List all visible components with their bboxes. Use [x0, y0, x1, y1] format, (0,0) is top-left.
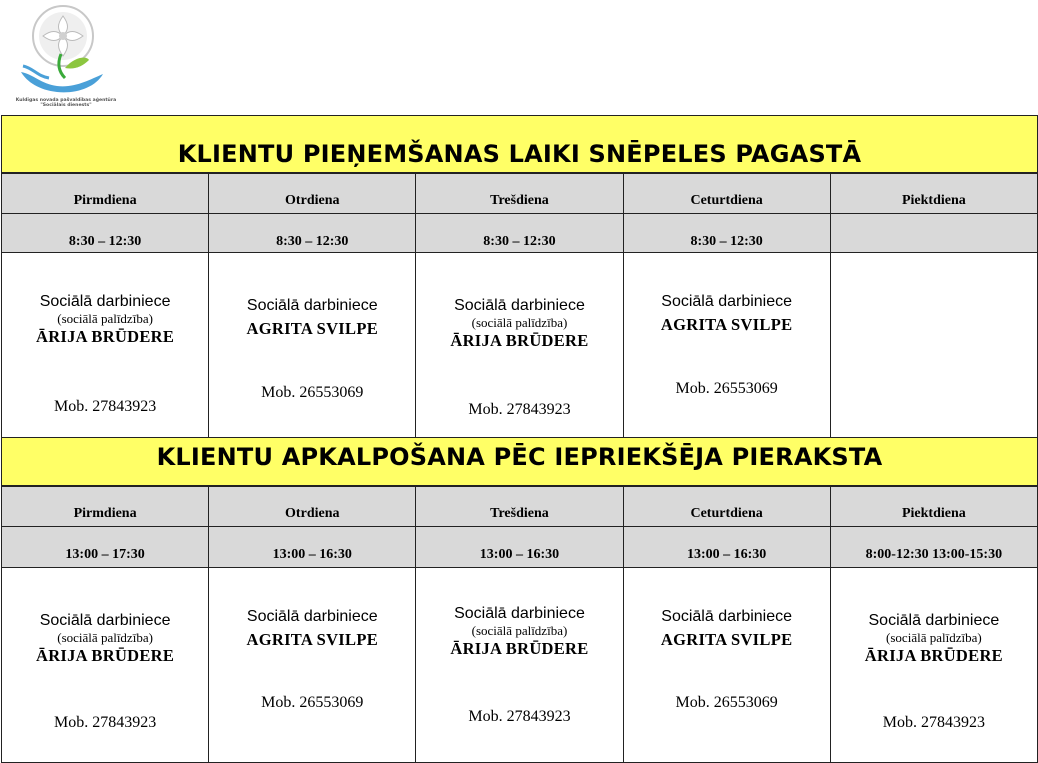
staff-phone: Mob. 27843923 — [53, 398, 157, 415]
time-cell — [2, 214, 209, 253]
time-label: 13:00 – 16:30 — [272, 547, 352, 562]
staff-role: Sociālā darbiniece — [454, 605, 585, 622]
day-header — [209, 487, 416, 527]
day-label: Piektdiena — [901, 506, 966, 521]
day-header — [623, 487, 830, 527]
staff-cell — [2, 253, 209, 438]
staff-name: ĀRIJA BRŪDERE — [450, 331, 589, 350]
staff-cell — [830, 568, 1037, 763]
time-cell — [830, 214, 1037, 253]
staff-subrole: (sociālā palīdzība) — [886, 630, 982, 645]
staff-cell — [623, 253, 830, 438]
staff-phone: Mob. 26553069 — [675, 694, 778, 711]
time-cell — [623, 527, 830, 568]
staff-cell — [623, 568, 830, 763]
time-cell — [209, 214, 416, 253]
day-header — [416, 174, 623, 214]
time-cell — [623, 214, 830, 253]
section2-staff-row — [2, 568, 1038, 763]
time-label: 8:30 – 12:30 — [690, 234, 763, 249]
logo-line-1: Kuldīgas novada pašvaldības aģentūra — [15, 98, 117, 103]
staff-phone: Mob. 27843923 — [468, 708, 571, 725]
section1-staff-row — [2, 253, 1038, 438]
day-label: Trešdiena — [490, 506, 549, 521]
section1-table — [1, 173, 1038, 438]
time-label: 13:00 – 16:30 — [686, 547, 767, 562]
staff-name: ĀRIJA BRŪDERE — [35, 327, 175, 346]
section2-time-row — [2, 527, 1038, 568]
flower-hands-logo-icon — [17, 4, 115, 96]
time-label — [831, 214, 1037, 234]
day-label: Ceturtdiena — [690, 506, 763, 521]
staff-phone: Mob. 26553069 — [261, 384, 364, 401]
staff-role: Sociālā darbiniece — [661, 608, 793, 625]
staff-phone: Mob. 26553069 — [675, 380, 778, 397]
staff-name: ĀRIJA BRŪDERE — [35, 646, 175, 665]
staff-role: Sociālā darbiniece — [246, 608, 378, 625]
time-label: 8:00-12:30 13:00-15:30 — [865, 547, 1003, 562]
day-header — [623, 174, 830, 214]
staff-subrole: (sociālā palīdzība) — [471, 623, 568, 638]
section2-day-row — [2, 487, 1038, 527]
staff-subrole: (sociālā palīdzība) — [57, 630, 153, 645]
staff-cell — [416, 568, 623, 763]
time-cell — [416, 527, 623, 568]
section1-day-row — [2, 174, 1038, 214]
staff-cell — [209, 253, 416, 438]
staff-role: Sociālā darbiniece — [454, 297, 585, 314]
staff-cell — [2, 568, 209, 763]
time-cell — [830, 527, 1037, 568]
day-header — [2, 487, 209, 527]
time-label: 8:30 – 12:30 — [483, 234, 556, 249]
section1-time-row — [2, 214, 1038, 253]
agency-logo — [14, 4, 124, 112]
staff-role: Sociālā darbiniece — [661, 293, 793, 310]
staff-subrole: (sociālā palīdzība) — [57, 311, 153, 326]
section2-banner — [1, 438, 1038, 486]
day-header — [830, 174, 1037, 214]
staff-phone: Mob. 26553069 — [261, 694, 364, 711]
time-cell — [416, 214, 623, 253]
schedule-sheet — [1, 115, 1038, 763]
day-label: Piektdiena — [901, 193, 966, 208]
staff-phone: Mob. 27843923 — [882, 714, 985, 731]
staff-cell — [416, 253, 623, 438]
day-label: Pirmdiena — [73, 506, 137, 521]
day-label: Otrdiena — [285, 506, 340, 521]
staff-cell-empty — [830, 253, 1037, 438]
staff-phone: Mob. 27843923 — [468, 401, 571, 418]
time-label: 8:30 – 12:30 — [68, 234, 142, 249]
time-cell — [209, 527, 416, 568]
section1-banner — [1, 115, 1038, 173]
staff-phone: Mob. 27843923 — [53, 714, 157, 731]
day-header — [830, 487, 1037, 527]
day-label: Ceturtdiena — [690, 193, 763, 208]
day-label: Pirmdiena — [73, 193, 137, 208]
staff-cell — [209, 568, 416, 763]
section2-table — [1, 486, 1038, 763]
staff-role: Sociālā darbiniece — [39, 612, 171, 629]
staff-role: Sociālā darbiniece — [868, 612, 1000, 629]
staff-role: Sociālā darbiniece — [39, 293, 171, 310]
staff-name: AGRITA SVILPE — [246, 319, 379, 338]
logo-line-2: "Sociālais dienests" — [40, 103, 92, 109]
time-label: 8:30 – 12:30 — [276, 234, 349, 249]
staff-name: AGRITA SVILPE — [660, 630, 793, 649]
staff-name: ĀRIJA BRŪDERE — [864, 646, 1003, 665]
section1-title: KLIENTU PIEŅEMŠANAS LAIKI SNĒPELES PAGASTĀ — [177, 140, 862, 168]
time-label: 13:00 – 17:30 — [65, 547, 145, 562]
time-label: 13:00 – 16:30 — [479, 547, 560, 562]
day-header — [416, 487, 623, 527]
staff-role: Sociālā darbiniece — [246, 297, 378, 314]
staff-name: AGRITA SVILPE — [246, 630, 379, 649]
day-label: Trešdiena — [490, 193, 549, 208]
staff-subrole: (sociālā palīdzība) — [471, 315, 568, 330]
day-header — [209, 174, 416, 214]
day-label: Otrdiena — [285, 193, 340, 208]
logo-caption — [14, 98, 118, 109]
time-cell — [2, 527, 209, 568]
staff-name: ĀRIJA BRŪDERE — [450, 639, 589, 658]
staff-name: AGRITA SVILPE — [660, 315, 793, 334]
section2-title: KLIENTU APKALPOŠANA PĒC IEPRIEKŠĒJA PIERAKSTA — [156, 443, 883, 471]
day-header — [2, 174, 209, 214]
